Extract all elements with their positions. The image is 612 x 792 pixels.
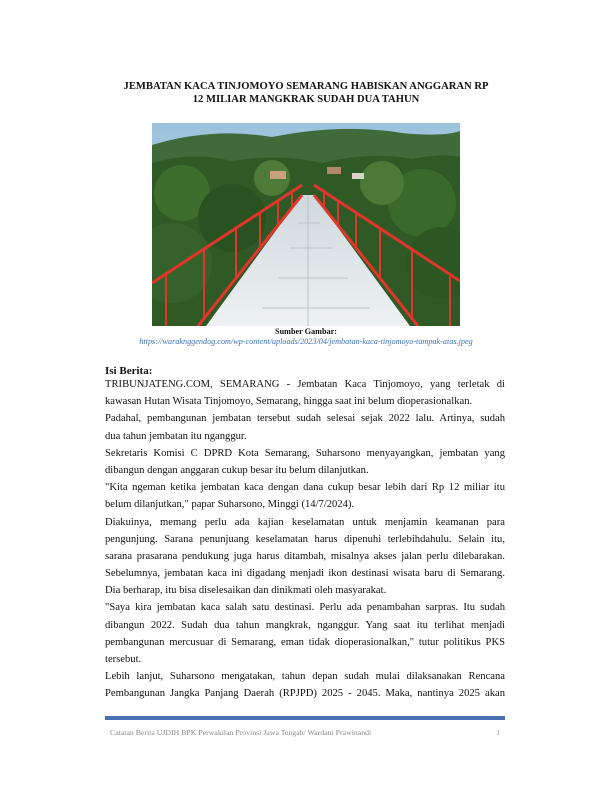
- body-line: "Kita ngeman ketika jembatan kaca dengan dana cukup besar lebih dari Rp 12 miliar itu: [105, 482, 505, 494]
- body-line: Pembangunan Jangka Panjang Daerah (RPJPD) 2025 - 2045. Maka, nantinya 2025 akan: [105, 688, 505, 700]
- section-heading: Isi Berita:: [105, 365, 153, 377]
- page-number: 1: [496, 728, 500, 737]
- body-line: Lebih lanjut, Suharsono mengatakan, tahun depan sudah mulai dilaksanakan Rencana: [105, 671, 505, 683]
- body-line: sarana prasarana pendukung juga harus ditambah, misalnya akses jalan perlu dilebarakan.: [105, 550, 505, 562]
- body-line: Sebelumnya, jembatan kaca ini digadang menjadi ikon destinasi wisata baru di Semarang.: [105, 568, 505, 580]
- article-title: [100, 80, 512, 106]
- page-footer: [110, 728, 500, 737]
- footer-text: Catatan Berita UJDIH BPK Perwakilan Provinsi Jawa Tengah/ Wardani Prawinandi: [110, 728, 372, 737]
- image-caption: [60, 327, 552, 347]
- body-line: Dia berharap, itu bisa diselesaikan dan dinikmati oleh masyarakat.: [105, 585, 387, 597]
- body-line: Padahal, pembangunan jembatan tersebut sudah selesai sejak 2022 lalu. Artinya, sudah: [105, 413, 505, 425]
- body-line: belum dilanjutkan," papar Suharsono, Minggi (14/7/2024).: [105, 499, 355, 511]
- article-title-line-1: JEMBATAN KACA TINJOMOYO SEMARANG HABISKAN ANGGARAN RP: [123, 81, 489, 92]
- body-line: pengunjung. Sarana penunjuang keselamatan harus dipenuhi terlebihdahulu. Selain itu,: [105, 533, 505, 545]
- bridge-photo: [152, 123, 460, 326]
- body-line: pembangunan mercusuar di Semarang, eman tidak dioperasionalkan," tutur politikus PKS: [105, 636, 505, 648]
- image-source-label: Sumber Gambar:: [275, 327, 337, 336]
- article-body: [105, 376, 505, 703]
- body-line: kawasan Hutan Wisata Tinjomoyo, Semarang, hingga saat ini belum dioperasionalkan.: [105, 396, 473, 408]
- article-title-line-2: 12 MILIAR MANGKRAK SUDAH DUA TAHUN: [192, 94, 420, 105]
- body-line: dua tahun jembatan itu nganggur.: [105, 430, 247, 442]
- image-source-link[interactable]: https://waraknggendog.com/wp-content/uploads/2023/04/jembatan-kaca-tinjomoyo-tampak-atas.jpeg: [139, 337, 473, 346]
- body-line: dibangun dengan anggaran cukup besar itu belum dilanjutkan.: [105, 464, 369, 476]
- body-line: Diakuinya, memang perlu ada kajian keselamatan untuk menjamin keamanan para: [105, 516, 505, 528]
- body-line: Sekretaris Komisi C DPRD Kota Semarang, Suharsono menyayangkan, jembatan yang: [105, 447, 505, 459]
- body-line: "Saya kira jembatan kaca salah satu destinasi. Perlu ada penambahan sarpras. Itu sudah: [105, 602, 505, 614]
- footer-divider: [105, 716, 505, 720]
- body-line: dibangun 2022. Sudah dua tahun mangkrak, nganggur. Yang saat itu terlihat menjadi: [105, 619, 505, 631]
- body-line: TRIBUNJATENG.COM, SEMARANG - Jembatan Kaca Tinjomoyo, yang terletak di: [105, 379, 505, 390]
- body-line: tersebut.: [105, 654, 142, 665]
